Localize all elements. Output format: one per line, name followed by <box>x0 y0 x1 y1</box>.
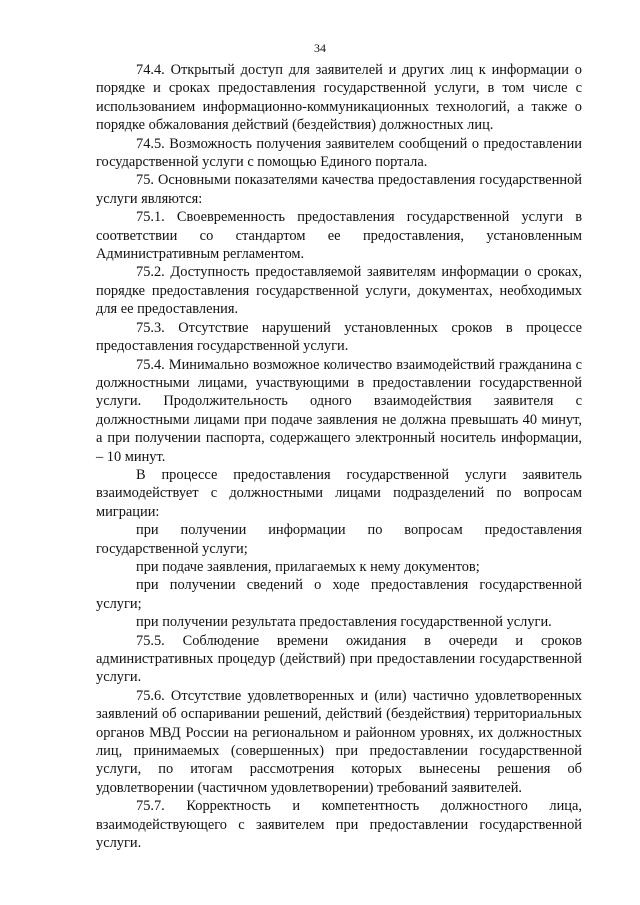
paragraph-74-5: 74.5. Возможность получения заявителем сообщений о предоставлении государственной услуги с помощью Единого портала. <box>96 135 582 171</box>
paragraph-75: 75. Основными показателями качества предоставления государственной услуги являются: <box>96 172 582 207</box>
paragraph-75-1: 75.1. Своевременность предоставления государственной услуги в соответствии со стандартом ее предоставления, установленным Административным регламентом. <box>96 209 582 263</box>
paragraph-75-6: 75.6. Отсутствие удовлетворенных и (или) частично удовлетворенных заявлений об оспаривании решений, действий (бездействия) территориальных органов МВД России на региональном и районном уровнях, их должностных лиц, принимаемых (совершенных) при предоставлении государственной услуги, по итогам рассмотрения которых вынесены решения об удовлетворении (частичном удовлетворении) требований заявителей. <box>96 687 582 796</box>
paragraph-interaction-intro: В процессе предоставления государственной услуги заявитель взаимодействует с должностными лицами подразделений по вопросам миграции: <box>96 466 582 520</box>
paragraph-75-4: 75.4. Минимально возможное количество взаимодействий гражданина с должностными лицами, участвующими в предоставлении государственной услуги. Продолжительность одного взаимодействия заявителя с должностными лицами при подаче заявления не должна превышать 40 минут, а при получении паспорта, содержащего электронный носитель информации, – 10 минут. <box>96 356 582 465</box>
paragraph-75-7: 75.7. Корректность и компетентность должностного лица, взаимодействующего с заявителем при предоставлении государственной услуги. <box>96 798 582 852</box>
paragraph-75-3: 75.3. Отсутствие нарушений установленных сроков в процессе предоставления государственной услуги. <box>96 319 582 355</box>
page-number: 34 <box>314 41 326 55</box>
document-body <box>96 61 582 852</box>
list-item-progress: при получении сведений о ходе предоставления государственной услуги; <box>96 577 582 612</box>
list-item-application: при подаче заявления, прилагаемых к нему документов; <box>136 558 480 575</box>
paragraph-75-2: 75.2. Доступность предоставляемой заявителям информации о сроках, порядке предоставления государственной услуги, документах, необходимых для ее предоставления. <box>96 264 582 318</box>
paragraph-74-4: 74.4. Открытый доступ для заявителей и других лиц к информации о порядке и сроках предоставления государственной услуги, в том числе с использованием информационно-коммуникационных технологий, а также о порядке обжалования действий (бездействия) должностных лиц. <box>96 62 582 134</box>
list-item-info: при получении информации по вопросам предоставления государственной услуги; <box>96 522 582 557</box>
list-item-result: при получении результата предоставления государственной услуги. <box>136 614 552 631</box>
paragraph-75-5: 75.5. Соблюдение времени ожидания в очереди и сроков административных процедур (действий) при предоставлении государственной услуги. <box>96 632 582 686</box>
